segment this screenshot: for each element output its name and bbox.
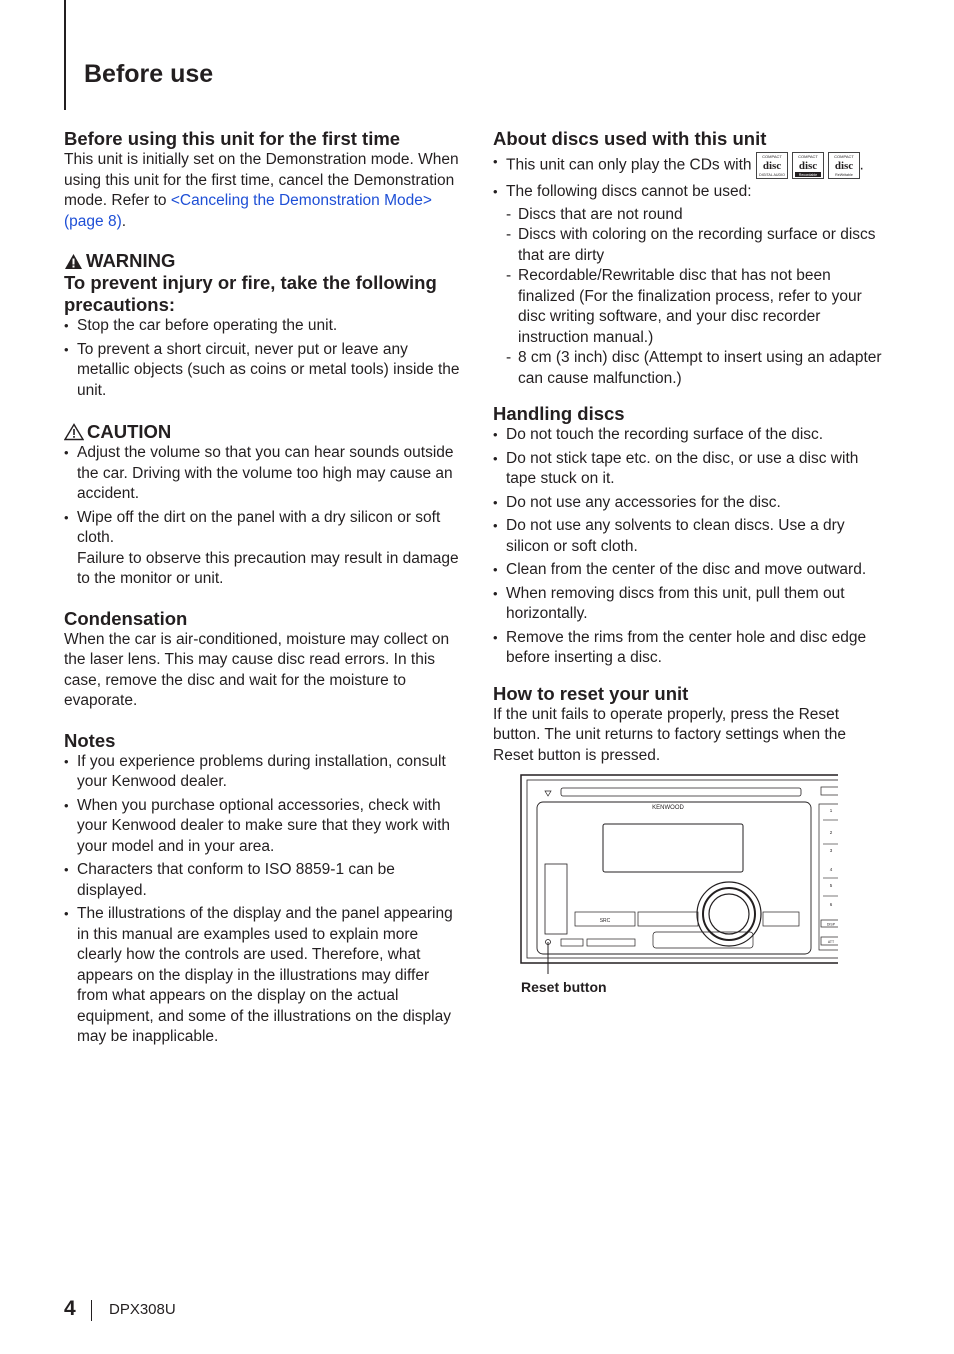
list-item: • Do not use any accessories for the disc. (493, 493, 885, 514)
list-item: • When removing discs from this unit, pull them out horizontally. (493, 584, 885, 625)
brand-label: KENWOOD (652, 805, 684, 811)
list-item: • The illustrations of the display and the panel appearing in this manual are examples used to explain more clearly how the controls are used. Therefore, what appears on the display in the illustrations may differ from what appears on the display on the actual equipment, and some of the illustrations on the display may be inapplicable. (64, 904, 464, 1048)
right-column (493, 128, 885, 1030)
list-item (493, 182, 885, 389)
compact-disc-recordable-logo-icon (792, 152, 824, 179)
list-item: - Discs that are not round (493, 205, 885, 226)
left-panel-block (545, 864, 567, 934)
caution-extra: Failure to observe this precaution may result in damage to the monitor or unit. (77, 549, 459, 587)
list-item: • Adjust the volume so that you can hear sounds outside the car. Driving with the volume too high may cause an accident. (64, 443, 464, 505)
list-item: - Discs with coloring on the recording surface or discs that are dirty (493, 225, 885, 266)
first-time-heading: Before using this unit for the first time (64, 128, 401, 149)
notes-heading: Notes (64, 729, 116, 751)
list-item: • Do not stick tape etc. on the disc, or use a disc with tape stuck on it. (493, 449, 885, 490)
logo-bottom-text: ReWritable (834, 173, 853, 177)
caution-section (64, 421, 464, 590)
warning-section (64, 250, 464, 401)
preset-column (819, 804, 838, 950)
preset-3-label: 3 (829, 848, 833, 853)
condensation-section (64, 608, 464, 712)
list-item: • Remove the rims from the center hole and disc edge before inserting a disc. (493, 628, 885, 669)
first-time-section (64, 128, 464, 232)
list-item: - Recordable/Rewritable disc that has not been finalized (For the finalization process, refer to your disc writing software, and your disc recorder instruction manual.) (493, 266, 885, 348)
logo-top-text: COMPACT (761, 154, 782, 159)
compact-disc-logo-icon (756, 152, 788, 179)
bottom-button-2 (587, 939, 635, 946)
cannot-list (493, 205, 885, 390)
logo-top-text: COMPACT (833, 154, 854, 159)
list-item: • To prevent a short circuit, never put or leave any metallic objects (such as coins or metal tools) inside the unit. (64, 340, 464, 402)
warning-label-row (64, 250, 464, 272)
src-label: SRC (599, 918, 611, 924)
volume-knob-inner (709, 894, 749, 934)
only-cds-text: This unit can only play the CDs with (506, 156, 752, 174)
left-column (64, 128, 464, 1064)
preset-6-label: 6 (829, 902, 833, 907)
first-time-tail: . (121, 212, 127, 230)
list-item: • Characters that conform to ISO 8859-1 can be displayed. (64, 860, 464, 901)
top-right-button (821, 787, 838, 795)
search-button (763, 912, 799, 926)
logo-mid-text: disc (762, 160, 781, 172)
preset-2-label: 2 (829, 830, 833, 835)
header-rule (64, 0, 66, 110)
unit-outer-frame (521, 775, 838, 963)
list-item: • When you purchase optional accessories, check with your Kenwood dealer to make sure that they work with your model and in your area. (64, 796, 464, 858)
caution-list (64, 443, 464, 590)
reset-text: If the unit fails to operate properly, press the Reset button. The unit returns to factory settings when the Reset button is pressed. (493, 705, 846, 764)
notes-list (64, 752, 464, 1048)
model-name: DPX308U (109, 1301, 176, 1318)
notes-section (64, 730, 464, 1048)
list-item: • If you experience problems during installation, consult your Kenwood dealer. (64, 752, 464, 793)
warning-heading: To prevent injury or fire, take the following precautions: (64, 272, 437, 315)
cannot-text: The following discs cannot be used: (506, 183, 752, 200)
preset-1-label: 1 (829, 808, 833, 813)
compact-disc-rewritable-logo-icon (828, 152, 860, 179)
disp-label: DISP (826, 922, 836, 927)
logo-top-text: COMPACT (797, 154, 818, 159)
reset-button-caption: Reset button (521, 979, 607, 995)
footer-separator (91, 1300, 92, 1321)
warning-label: WARNING (86, 250, 176, 271)
condensation-text: When the car is air-conditioned, moisture may collect on the laser lens. This may cause disc read errors. In this case, remove the disc and wait for the moisture to evaporate. (64, 630, 450, 709)
demo-mode-link[interactable]: <Canceling the Demonstration Mode> (page 8) (64, 192, 432, 230)
discs-section (493, 128, 885, 389)
disc-logos (756, 152, 860, 179)
display-window (603, 824, 743, 872)
logo-mid-text: disc (798, 160, 817, 172)
mid-panel-button (638, 912, 698, 926)
volume-knob-outer (697, 882, 761, 946)
first-time-text (64, 150, 464, 232)
discs-list (493, 152, 885, 389)
handling-heading: Handling discs (493, 403, 625, 424)
caution-item-text: Wipe off the dirt on the panel with a dry silicon or soft cloth. (77, 508, 441, 546)
list-item: - 8 cm (3 inch) disc (Attempt to insert using an adapter can cause malfunction.) (493, 348, 885, 389)
list-item: • Do not touch the recording surface of the disc. (493, 425, 885, 446)
page-number: 4 (64, 1297, 76, 1320)
list-item: • Stop the car before operating the unit. (64, 316, 464, 337)
list-item (64, 508, 464, 590)
only-cds-tail: . (859, 156, 864, 174)
car-stereo-diagram (493, 774, 838, 974)
list-item (493, 152, 885, 179)
caution-label: CAUTION (87, 421, 172, 442)
logo-bottom-text: Recordable (798, 173, 817, 177)
unit-illustration (493, 774, 838, 1014)
bottom-bar (653, 932, 753, 948)
list-item: • Clean from the center of the disc and move outward. (493, 560, 885, 581)
warning-icon (64, 253, 83, 270)
disc-slot (561, 788, 801, 796)
bottom-button-1 (561, 939, 583, 946)
handling-list (493, 425, 885, 669)
logo-mid-text: disc (834, 160, 853, 172)
reset-heading: How to reset your unit (493, 682, 689, 704)
handling-section (493, 403, 885, 669)
preset-5-label: 5 (829, 883, 833, 888)
front-panel (537, 802, 811, 954)
reset-section (493, 683, 885, 1015)
list-item: • Do not use any solvents to clean discs. Use a dry silicon or soft cloth. (493, 516, 885, 557)
warning-list (64, 316, 464, 401)
discs-heading: About discs used with this unit (493, 128, 767, 149)
att-label: ATT (827, 940, 835, 944)
condensation-heading: Condensation (64, 607, 188, 629)
caution-label-row (64, 421, 464, 443)
first-time-body: This unit is initially set on the Demonstration mode. When using this unit for the first time, cancel the Demonstration mode. Refer to (64, 151, 459, 209)
page-title: Before use (84, 60, 214, 88)
caution-icon (64, 423, 84, 441)
eject-icon (545, 791, 551, 796)
preset-4-label: 4 (829, 867, 833, 872)
logo-bottom-text: DIGITAL AUDIO (758, 173, 785, 177)
